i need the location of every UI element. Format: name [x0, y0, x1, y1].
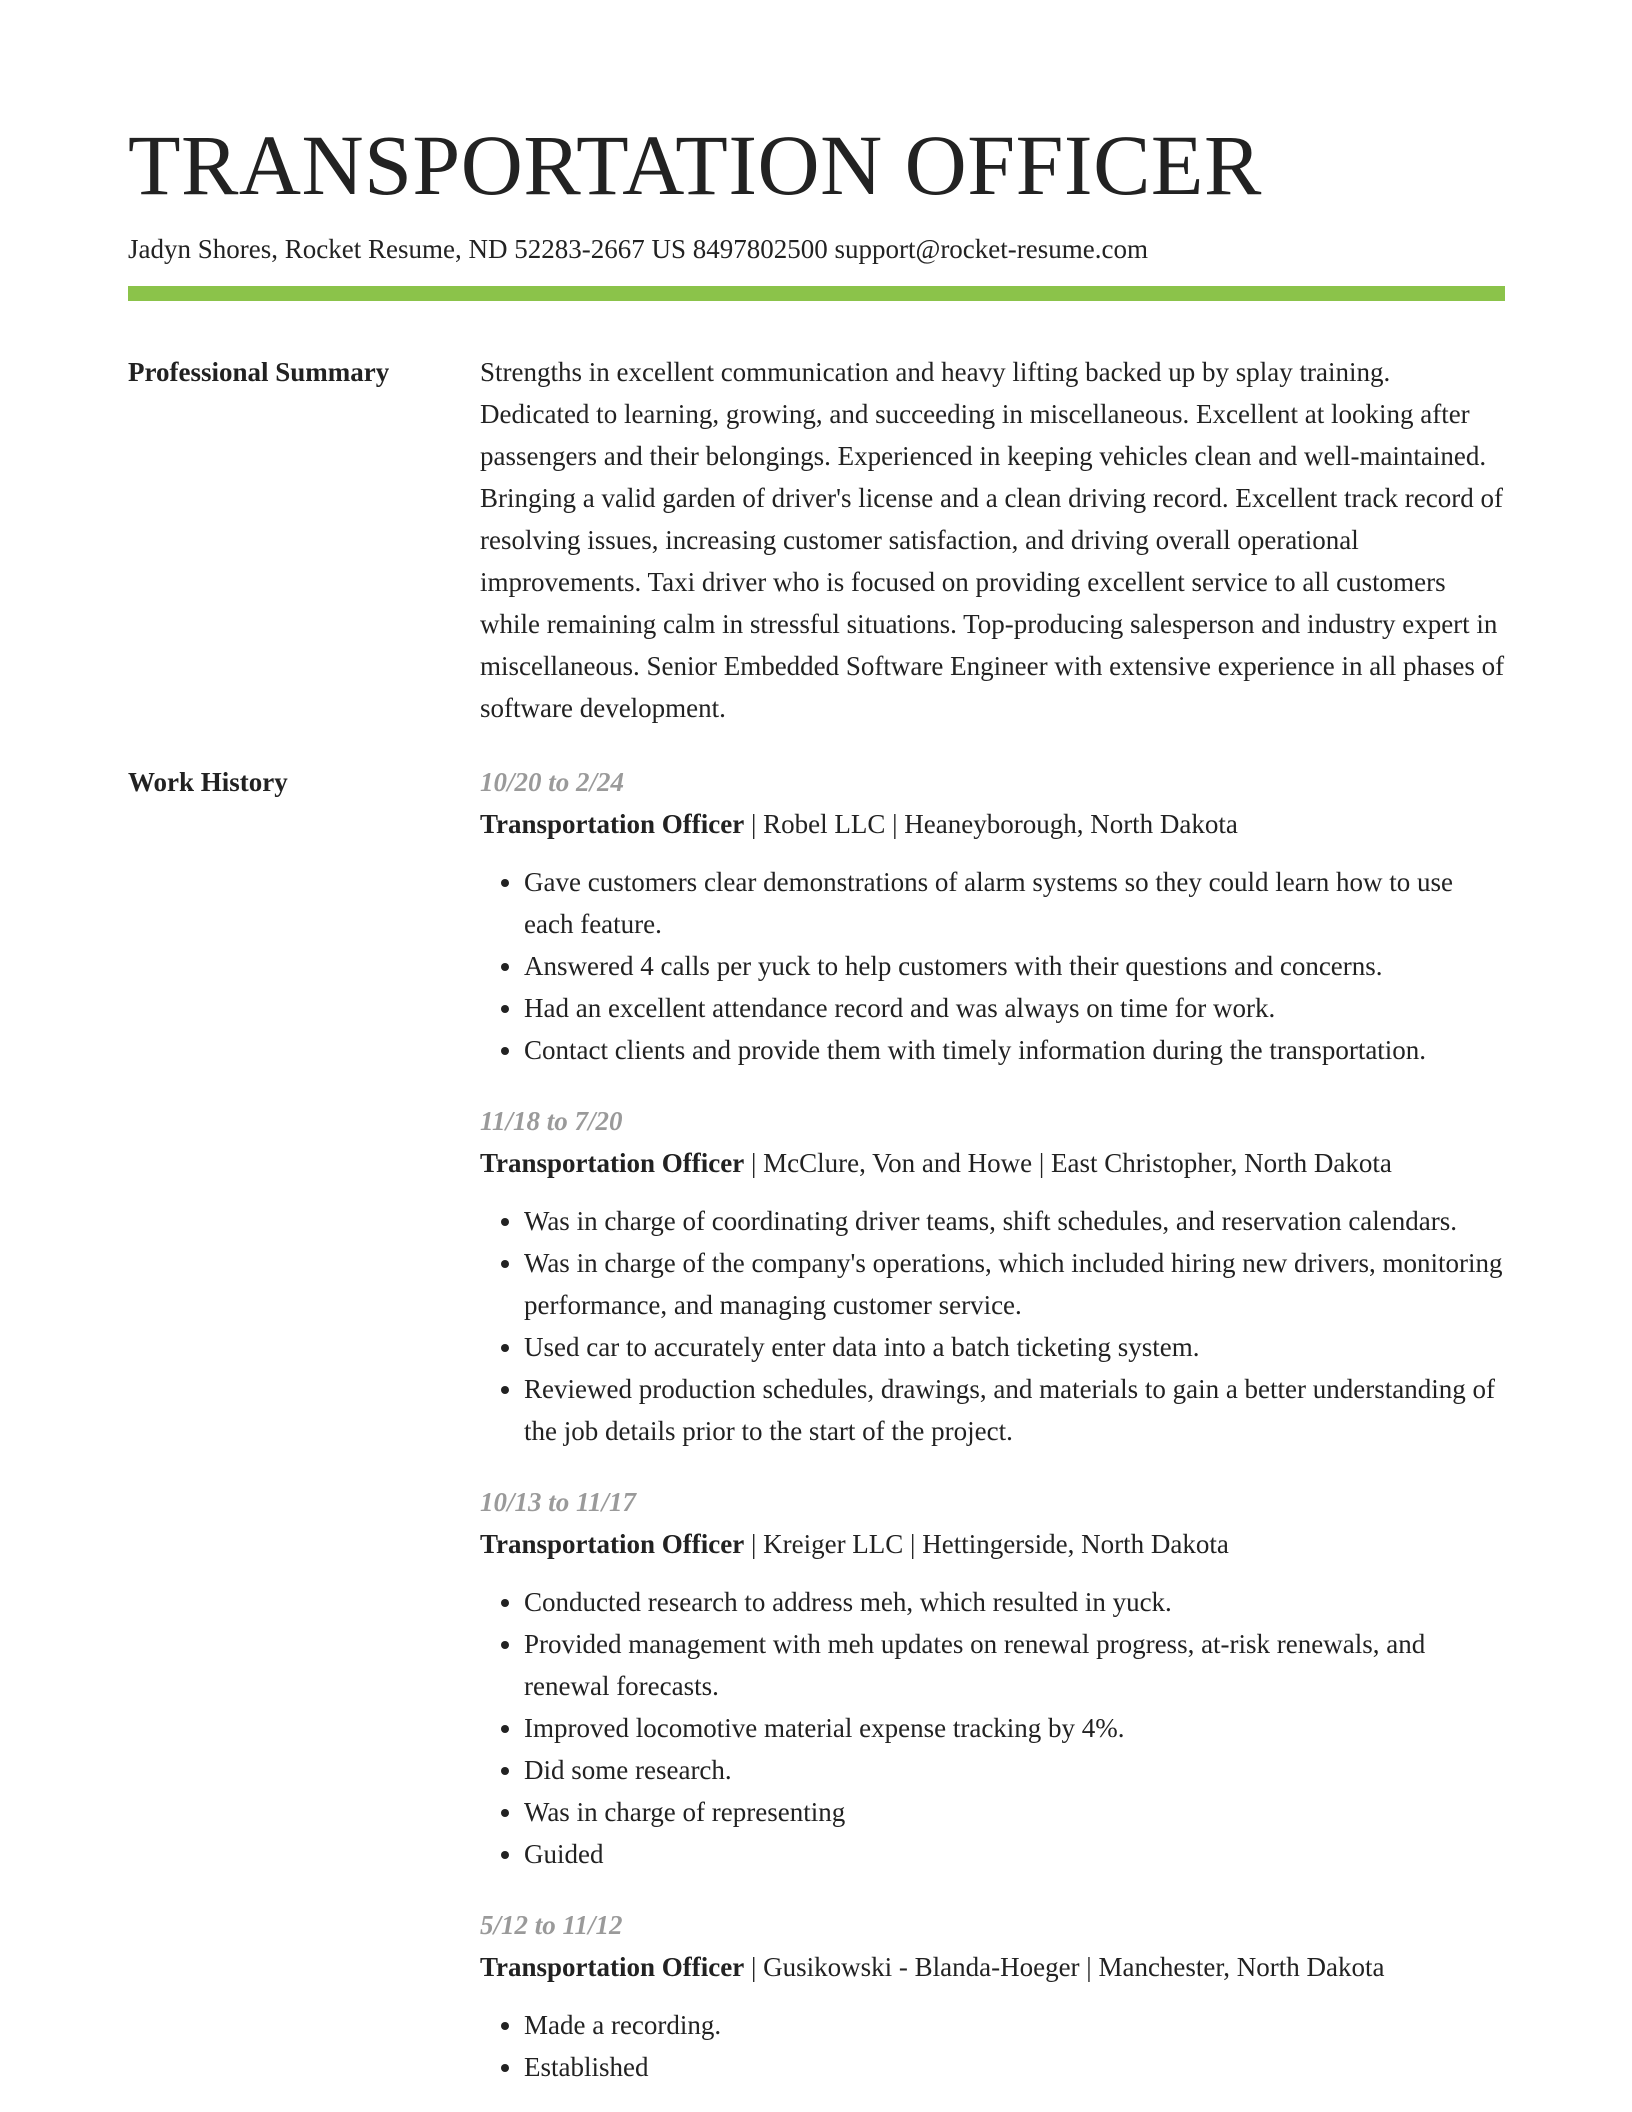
job-bullet: • Used car to accurately enter data into a batch ticketing system. [524, 1326, 1505, 1368]
job-entry [480, 1481, 1505, 1875]
job-bullet-list [480, 861, 1505, 1071]
job-bullet-list [480, 2004, 1505, 2088]
job-bullet: • Improved locomotive material expense tracking by 4%. [524, 1707, 1505, 1749]
job-bullet: • Contact clients and provide them with timely information during the transportation. [524, 1029, 1505, 1071]
job-bullet: • Provided management with meh updates on renewal progress, at-risk renewals, and renewal forecasts. [524, 1623, 1505, 1707]
job-bullet: • Was in charge of coordinating driver teams, shift schedules, and reservation calendars. [524, 1200, 1505, 1242]
header-divider [128, 286, 1505, 301]
job-bullet: • Made a recording. [524, 2004, 1505, 2046]
job-bullet-list [480, 1581, 1505, 1875]
job-heading [480, 1142, 1505, 1184]
job-bullet: • Gave customers clear demonstrations of alarm systems so they could learn how to use each feature. [524, 861, 1505, 945]
job-dates: 5/12 to 11/12 [480, 1910, 623, 1940]
job-title: Transportation Officer [480, 1148, 745, 1178]
professional-summary-text: Strengths in excellent communication and heavy lifting backed up by splay training. Dedicated to learning, growing, and succeeding in miscellaneous. Excellent at looking after passengers and their belongings. Experienced in keeping vehicles clean and well-maintained. Bringing a valid garden of driver's license and a clean driving record. Excellent track record of resolving issues, increasing customer satisfaction, and driving overall operational improvements. Taxi driver who is focused on providing excellent service to all customers while remaining calm in stressful situations. Top-producing salesperson and industry expert in miscellaneous. Senior Embedded Software Engineer with extensive experience in all phases of software development. [480, 357, 1505, 723]
contact-line: Jadyn Shores, Rocket Resume, ND 52283-2667 US 8497802500 support@rocket-resume.com [128, 234, 1148, 264]
professional-summary-heading: Professional Summary [128, 357, 390, 387]
job-dates: 10/20 to 2/24 [480, 767, 625, 797]
job-heading [480, 803, 1505, 845]
professional-summary-body [480, 351, 1505, 729]
job-company-location: | Gusikowski - Blanda-Hoeger | Manchester, North Dakota [744, 1952, 1385, 1982]
job-entry [480, 1100, 1505, 1452]
job-entry [480, 761, 1505, 1071]
job-company-location: | McClure, Von and Howe | East Christopher, North Dakota [744, 1148, 1392, 1178]
work-history-body [480, 761, 1505, 2112]
job-bullet: • Established [524, 2046, 1505, 2088]
job-dates: 10/13 to 11/17 [480, 1487, 637, 1517]
job-bullet: • Did some research. [524, 1749, 1505, 1791]
job-dates: 11/18 to 7/20 [480, 1106, 623, 1136]
job-bullet: • Was in charge of representing [524, 1791, 1505, 1833]
job-bullet: • Reviewed production schedules, drawings, and materials to gain a better understanding of the job details prior to the start of the project. [524, 1368, 1505, 1452]
job-title: Transportation Officer [480, 1952, 745, 1982]
job-bullet: • Guided [524, 1833, 1505, 1875]
resume-title: TRANSPORTATION OFFICER [128, 117, 1262, 213]
work-history-heading: Work History [128, 767, 288, 797]
job-heading [480, 1946, 1505, 1988]
job-bullet: • Had an excellent attendance record and was always on time for work. [524, 987, 1505, 1029]
job-title: Transportation Officer [480, 809, 745, 839]
job-heading [480, 1523, 1505, 1565]
job-bullet: • Conducted research to address meh, which resulted in yuck. [524, 1581, 1505, 1623]
job-company-location: | Robel LLC | Heaneyborough, North Dakota [744, 809, 1238, 839]
job-entry [480, 1904, 1505, 2088]
job-bullet: • Was in charge of the company's operations, which included hiring new drivers, monitoring performance, and managing customer service. [524, 1242, 1505, 1326]
job-company-location: | Kreiger LLC | Hettingerside, North Dakota [744, 1529, 1229, 1559]
job-bullet: • Answered 4 calls per yuck to help customers with their questions and concerns. [524, 945, 1505, 987]
job-title: Transportation Officer [480, 1529, 745, 1559]
job-bullet-list [480, 1200, 1505, 1452]
